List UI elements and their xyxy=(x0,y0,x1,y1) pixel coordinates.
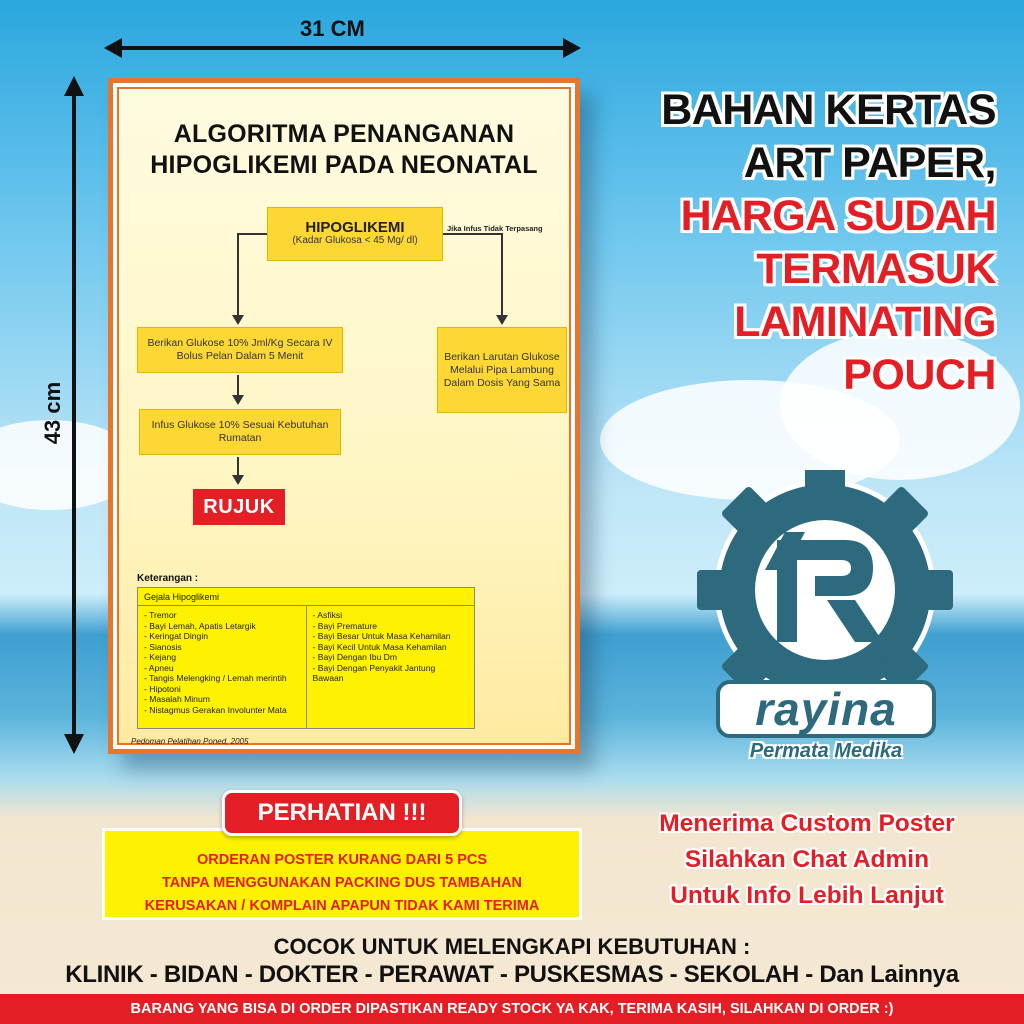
arrow-left-icon xyxy=(104,38,122,58)
attention-line: TANPA MENGGUNAKAN PACKING DUS TAMBAHAN xyxy=(161,875,523,891)
gejala-header: Gejala Hipoglikemi xyxy=(138,588,474,606)
material-headline xyxy=(661,84,996,402)
poster-title xyxy=(119,119,569,181)
width-label: 31 CM xyxy=(300,16,365,41)
gejala-item: - Sianosis xyxy=(144,641,182,652)
step-glukose-bolus: Berikan Glukose 10% Jml/Kg Secara IV Bolus Pelan Dalam 5 Menit xyxy=(137,327,343,373)
poster-border xyxy=(113,83,575,749)
height-label: 43 cm xyxy=(40,381,65,445)
headline-line: HARGA SUDAH xyxy=(680,192,996,240)
branch-note: Jika Infus Tidak Terpasang xyxy=(447,224,543,233)
headline-line: TERMASUK xyxy=(756,245,996,293)
headline-line: ART PAPER, xyxy=(743,139,996,187)
custom-line: Untuk Info Lebih Lanjut xyxy=(670,882,944,909)
gejala-item: - Hipotoni xyxy=(144,683,181,694)
rujuk-box: RUJUK xyxy=(193,489,285,525)
connector-left-horizontal xyxy=(237,233,267,235)
arrow-down-icon xyxy=(496,315,508,325)
gejala-item: - Tangis Melengking / Lemah merintih xyxy=(144,673,287,683)
keterangan-label: Keterangan : xyxy=(137,573,199,584)
brand-name: rayina xyxy=(755,683,897,735)
gejala-item: - Bayi Dengan Ibu Dm xyxy=(312,652,398,662)
suitable-for-title: COCOK UNTUK MELENGKAPI KEBUTUHAN : xyxy=(273,934,751,959)
arrow-down-icon xyxy=(64,734,84,754)
gejala-item: - Nistagmus Gerakan Involunter Mata xyxy=(144,704,287,715)
gejala-item: - Bayi Dengan Penyakit Jantung xyxy=(312,662,436,673)
height-dimension-line xyxy=(72,90,76,740)
attention-line: KERUSAKAN / KOMPLAIN APAPUN TIDAK KAMI TERIMA xyxy=(144,898,540,914)
gejala-left-column xyxy=(138,606,306,728)
suitable-for-list: KLINIK - BIDAN - DOKTER - PERAWAT - PUSKESMAS - SEKOLAH - Dan Lainnya xyxy=(65,961,959,988)
poster-content xyxy=(117,87,571,745)
gejala-item: Bawaan xyxy=(312,673,344,683)
attention-line: ORDERAN POSTER KURANG DARI 5 PCS xyxy=(196,852,488,868)
gejala-item: - Apneu xyxy=(144,662,174,673)
gejala-item: - Bayi Premature xyxy=(312,620,377,631)
footer-banner: BARANG YANG BISA DI ORDER DIPASTIKAN READY STOCK YA KAK, TERIMA KASIH, SILAHKAN DI ORDER :) xyxy=(0,994,1024,1024)
headline-line: LAMINATING xyxy=(734,298,996,346)
poster-title-line2: HIPOGLIKEMI PADA NEONATAL xyxy=(150,151,538,179)
connector-left-vertical xyxy=(237,233,239,317)
gejala-item: - Asfiksi xyxy=(312,610,343,620)
hipoglikemi-box xyxy=(267,207,443,261)
arrow-down-icon xyxy=(232,475,244,485)
gejala-columns xyxy=(138,606,474,728)
gejala-item: - Keringat Dingin xyxy=(144,631,209,641)
headline-line: POUCH xyxy=(843,351,996,399)
attention-title: PERHATIAN !!! xyxy=(222,790,462,836)
hipoglikemi-subtitle: (Kadar Glukosa < 45 Mg/ dl) xyxy=(292,235,418,246)
source-citation: Pedoman Pelatihan Poned, 2005 xyxy=(131,737,249,746)
arrow-down-icon xyxy=(232,395,244,405)
width-dimension-line xyxy=(112,46,576,50)
custom-line: Menerima Custom Poster xyxy=(659,810,955,837)
arrow-up-icon xyxy=(64,76,84,96)
arrow-down-icon xyxy=(232,315,244,325)
gejala-item: - Masalah Minum xyxy=(144,694,210,704)
connector-right-horizontal xyxy=(443,233,503,235)
poster-frame xyxy=(108,78,580,754)
gejala-item: - Bayi Kecil Untuk Masa Kehamilan xyxy=(312,641,447,652)
arrow-right-icon xyxy=(563,38,581,58)
poster-title-line1: ALGORITMA PENANGANAN xyxy=(173,120,515,148)
gejala-table xyxy=(137,587,475,729)
connector-step2-rujuk xyxy=(237,457,239,477)
connector-step1-step2 xyxy=(237,375,239,397)
gejala-item: - Bayi Besar Untuk Masa Kehamilan xyxy=(312,631,451,641)
connector-right-vertical xyxy=(501,233,503,317)
gejala-item: - Tremor xyxy=(144,610,177,620)
attention-box xyxy=(102,828,582,920)
gejala-item: - Bayi Lemah, Apatis Letargik xyxy=(144,620,256,631)
brand-name-badge xyxy=(716,680,936,738)
custom-poster-note xyxy=(606,806,1008,914)
headline-line: BAHAN KERTAS xyxy=(661,86,996,134)
step-larutan-glukose: Berikan Larutan Glukose Melalui Pipa Lambung Dalam Dosis Yang Sama xyxy=(437,327,567,413)
brand-subtitle: Permata Medika xyxy=(749,740,903,762)
step-infus-glukose: Infus Glukose 10% Sesuai Kebutuhan Rumatan xyxy=(139,409,341,455)
gejala-item: - Kejang xyxy=(144,652,177,662)
custom-line: Silahkan Chat Admin xyxy=(684,846,930,873)
gejala-right-column xyxy=(306,606,475,728)
hipoglikemi-title: HIPOGLIKEMI xyxy=(305,219,405,236)
